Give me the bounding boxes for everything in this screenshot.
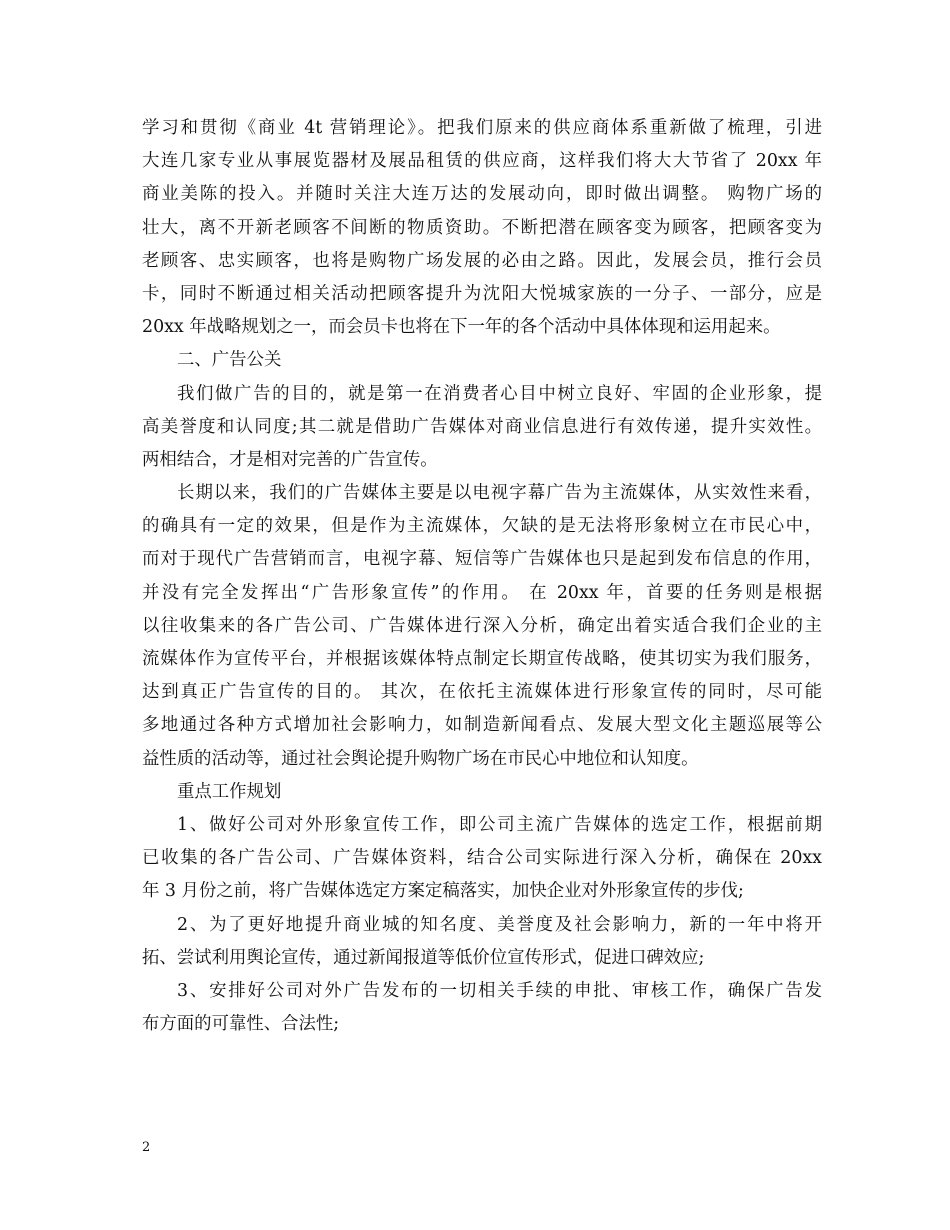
text-line: 卡，同时不断通过相关活动把顾客提升为沈阳大悦城家族的一分子、一部分，应是 [142,283,822,304]
text-line: 3、安排好公司对外广告发布的一切相关手续的申批、审核工作，确保广告发 [177,980,822,1001]
page-number: 2 [142,1140,151,1155]
text-line: 流媒体作为宣传平台，并根据该媒体特点制定长期宣传战略，使其切实为我们服务， [142,649,822,669]
text-line: 达到真正广告宣传的目的。 其次，在依托主流媒体进行形象宣传的同时，尽可能 [142,682,822,703]
text-line: 布方面的可靠性、合法性; [142,1014,340,1035]
text-line: 拓、尝试利用舆论宣传，通过新闻报道等低价位宣传形式，促进口碑效应; [142,947,705,968]
text-line: 年 3 月份之前，将广告媒体选定方案定稿落实，加快企业对外形象宣传的步伐; [142,881,744,902]
text-line: 高美誉度和认同度;其二就是借助广告媒体对商业信息进行有效传递，提升实效性。 [142,416,822,437]
text-line: 商业美陈的投入。并随时关注大连万达的发展动向，即时做出调整。 购物广场的 [142,184,822,205]
text-line: 已收集的各广告公司、广告媒体资料，结合公司实际进行深入分析，确保在 20xx [142,848,822,869]
text-line: 1、做好公司对外形象宣传工作，即公司主流广告媒体的选定工作，根据前期 [177,814,822,835]
text-line: 以往收集来的各广告公司、广告媒体进行深入分析，确定出着实适合我们企业的主 [142,615,822,636]
text-line: 壮大，离不开新老顾客不间断的物质资助。不断把潜在顾客变为顾客，把顾客变为 [142,217,822,238]
section-heading: 重点工作规划 [177,781,282,802]
section-heading: 二、广告公关 [177,350,282,371]
text-line: 我们做广告的目的，就是第一在消费者心目中树立良好、牢固的企业形象，提 [177,383,822,404]
body-text [142,112,822,1041]
text-line: 老顾客、忠实顾客，也将是购物广场发展的必由之路。因此，发展会员，推行会员 [142,250,822,271]
text-line: 大连几家专业从事展览器材及展品租赁的供应商，这样我们将大大节省了 20xx 年 [142,151,822,172]
text-line: 而对于现代广告营销而言，电视字幕、短信等广告媒体也只是起到发布信息的作用， [142,549,822,570]
text-line: 2、为了更好地提升商业城的知名度、美誉度及社会影响力，新的一年中将开 [177,914,822,935]
text-line: 益性质的活动等，通过社会舆论提升购物广场在市民心中地位和认知度。 [142,748,699,769]
text-line: 的确具有一定的效果，但是作为主流媒体，欠缺的是无法将形象树立在市民心中， [142,516,822,537]
text-line: 并没有完全发挥出“广告形象宣传”的作用。 在 20xx 年，首要的任务则是根据 [142,582,822,603]
text-line: 多地通过各种方式增加社会影响力，如制造新闻看点、发展大型文化主题巡展等公 [142,715,822,736]
text-line: 学习和贯彻《商业 4t 营销理论》。把我们原来的供应商体系重新做了梳理，引进 [142,118,822,138]
text-line: 20xx 年战略规划之一，而会员卡也将在下一年的各个活动中具体体现和运用起来。 [142,317,781,338]
text-line: 两相结合，才是相对完善的广告宣传。 [142,449,438,470]
text-line: 长期以来，我们的广告媒体主要是以电视字幕广告为主流媒体，从实效性来看， [177,483,822,504]
